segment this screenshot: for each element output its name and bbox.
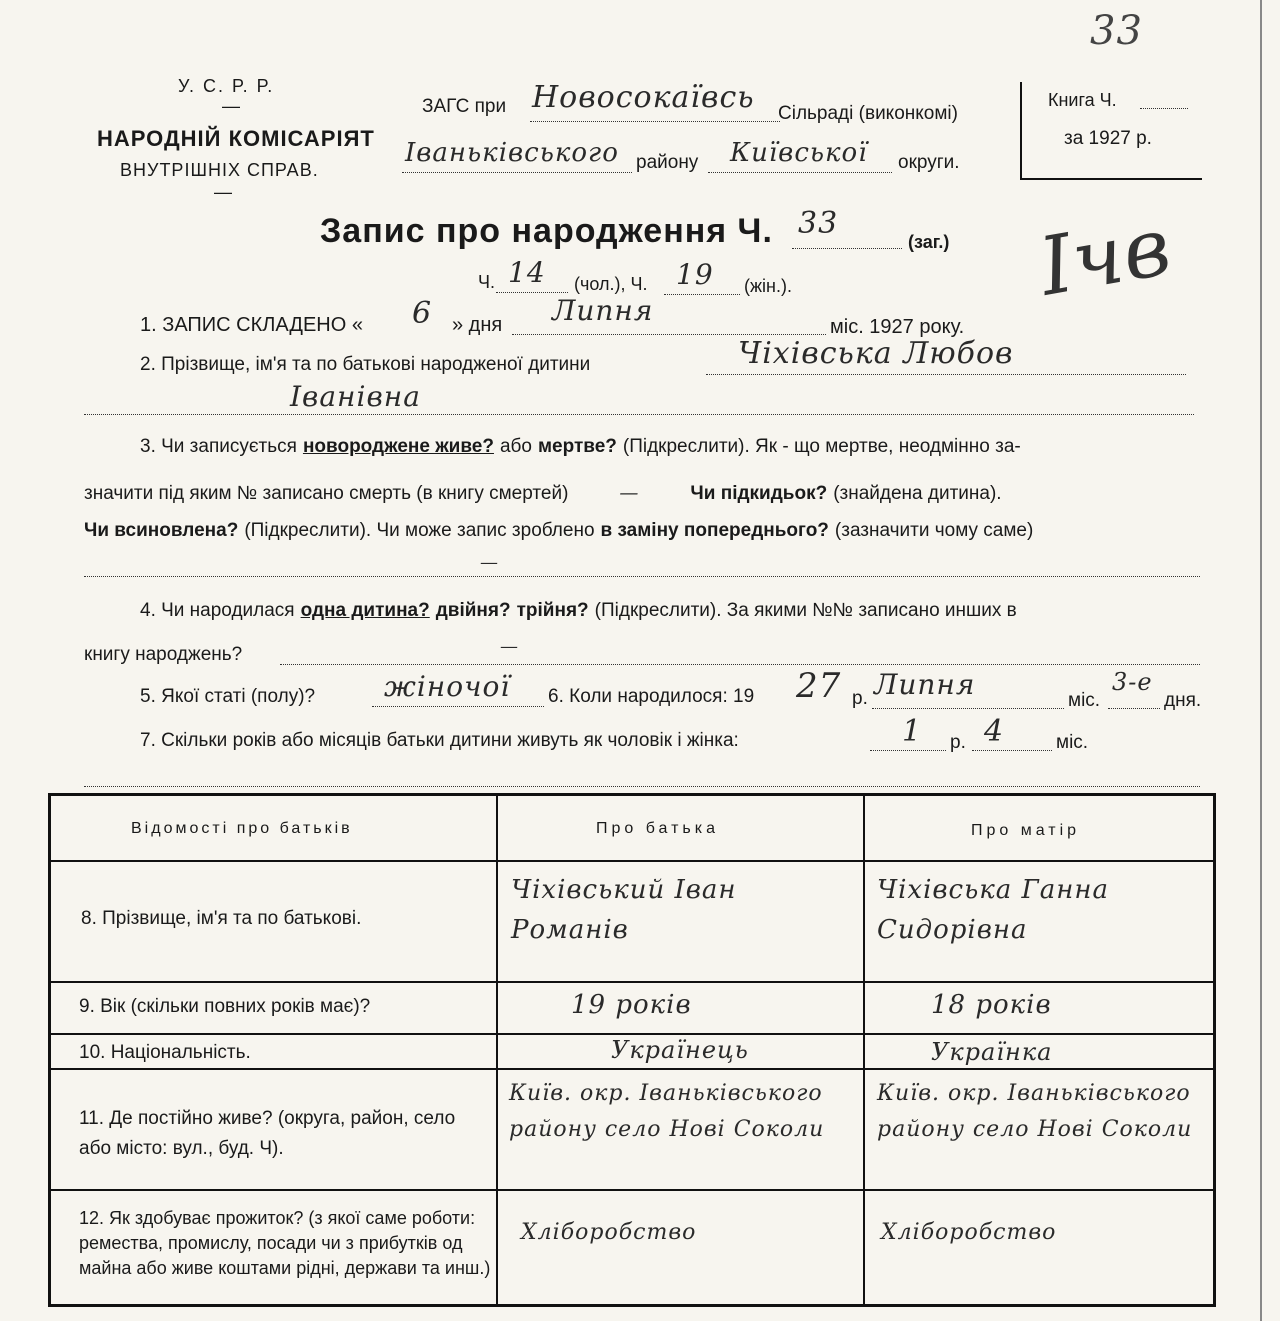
zags-prefix: ЗАГС при	[422, 96, 507, 117]
item3-replacement: в заміну попереднього?	[600, 520, 829, 541]
item2-underline-2	[84, 414, 1194, 415]
item2-value1: Чіхівська Любов	[738, 336, 1014, 371]
item4-line1	[140, 600, 1017, 622]
item4-dash: —	[500, 636, 519, 657]
male-label: (чол.), Ч.	[574, 274, 648, 294]
header-dash-2: —	[214, 182, 232, 202]
item5-value: жіночої	[384, 670, 511, 703]
record-suffix: (заг.)	[908, 232, 950, 252]
item6-day: 3-е	[1112, 668, 1153, 696]
table-row-divider-4	[51, 1189, 1213, 1191]
item4-text-e: (Підкреслити). За якими №№ записано инших в	[594, 600, 1017, 621]
male-count: 14	[508, 256, 546, 289]
header-father: Про батька	[596, 820, 719, 837]
okrug-underline	[708, 172, 892, 173]
item3-line3	[84, 520, 1033, 542]
record-number: 33	[798, 206, 839, 241]
row9-father: 19 років	[571, 990, 692, 1020]
item3-line4-dash: —	[480, 552, 499, 573]
district-underline	[402, 172, 632, 173]
item6-day-underline	[1108, 708, 1160, 709]
row10-father: Українець	[611, 1036, 749, 1064]
row12-father: Хліборобство	[521, 1220, 697, 1245]
item3-text-e: (Підкреслити). Як - що мертве, неодмінно за-	[622, 436, 1021, 457]
item3-line1	[140, 436, 1021, 458]
item4-twins: двійня?	[435, 600, 511, 621]
item3-or: або	[499, 436, 532, 457]
item1-day: 6	[412, 296, 433, 331]
item1-suffix: міс. 1927 року.	[830, 316, 965, 338]
item6-dnia: дня.	[1164, 690, 1202, 711]
okrug-label: округи.	[898, 152, 960, 173]
book-underline	[1140, 108, 1188, 109]
header-info: Відомості про батьків	[131, 820, 353, 837]
item1-mid: » дня	[452, 314, 503, 336]
zags-underline	[530, 121, 780, 122]
table-row-divider-2	[51, 1033, 1213, 1035]
row9-mother: 18 років	[931, 990, 1052, 1020]
item6-label: 6. Коли народилося: 19	[548, 686, 755, 707]
item6-r: р.	[852, 688, 868, 709]
item3-foundling: Чи підкидьок?	[690, 483, 828, 504]
table-row-divider-3	[51, 1068, 1213, 1070]
margin-note: Ічв	[1032, 199, 1179, 314]
row12-mother: Хліборобство	[881, 1220, 1057, 1245]
item3-dead: мертве?	[538, 436, 617, 457]
item5-label: 5. Якої статі (полу)?	[140, 686, 316, 707]
item7-underline	[84, 786, 1200, 787]
state-name: У. С. Р. Р.	[178, 76, 275, 96]
item6-month-underline	[872, 708, 1064, 709]
page-edge	[1260, 0, 1262, 1321]
row8-label: 8. Прізвище, ім'я та по батькові.	[81, 908, 362, 929]
item2-label: 2. Прізвище, ім'я та по батькові народженої дитини	[140, 354, 591, 375]
item4-text-a: 4. Чи народилася	[140, 600, 295, 621]
item4-triplets: трійня?	[516, 600, 589, 621]
item7-label: 7. Скільки років або місяців батьки дитини живуть як чоловік і жінка:	[140, 730, 739, 751]
item1-underline	[512, 334, 826, 335]
corner-number: 33	[1090, 8, 1143, 54]
row9-label: 9. Вік (скільки повних років має)?	[79, 996, 371, 1017]
record-number-underline	[792, 248, 902, 249]
zags-value: Новосокаївсь	[532, 80, 755, 115]
male-prefix: Ч.	[478, 272, 495, 292]
item7-years-underline	[870, 750, 946, 751]
parents-table	[48, 793, 1216, 1307]
item3-death-dash: —	[619, 482, 640, 504]
item7-years: 1	[902, 714, 923, 749]
item4-underline	[280, 664, 1200, 665]
zags-suffix: Сільраді (виконкомі)	[778, 103, 958, 124]
item4-line2: книгу народжень?	[84, 644, 243, 665]
item6-year: 27	[796, 666, 842, 706]
item4-single: одна дитина?	[300, 600, 430, 621]
female-count: 19	[676, 258, 714, 291]
district-label: району	[636, 152, 699, 173]
item3-underline	[84, 576, 1200, 577]
item3-adopted: Чи всиновлена?	[84, 520, 239, 541]
row8-father: Чіхівський Іван Романів	[511, 875, 737, 945]
table-header-divider	[51, 860, 1213, 862]
item3-line2	[84, 482, 1002, 505]
item3-foundling-note: (знайдена дитина).	[833, 483, 1002, 504]
commissariat-title: НАРОДНІЙ КОМІСАРІЯТ	[97, 126, 375, 151]
item7-r: р.	[950, 732, 966, 753]
header-dash: —	[222, 96, 240, 116]
district-value: Іваньківського	[405, 138, 619, 168]
male-underline	[496, 292, 568, 293]
item6-month: Липня	[874, 668, 976, 701]
item3-line3-text: (Підкреслити). Чи може запис зроблено	[244, 520, 595, 541]
item1-prefix: 1. ЗАПИС СКЛАДЕНО «	[140, 314, 363, 336]
book-label: Книга Ч.	[1048, 90, 1117, 110]
table-col-divider-2	[863, 796, 865, 1304]
row11-label: 11. Де постійно живе? (округа, район, село або місто: вул., буд. Ч).	[79, 1108, 456, 1159]
item2-underline	[706, 374, 1186, 375]
row10-mother: Українка	[931, 1038, 1053, 1066]
item3-alive: новороджене живе?	[302, 436, 494, 457]
table-col-divider-1	[496, 796, 498, 1304]
book-year: за 1927 р.	[1064, 128, 1152, 149]
female-label: (жін.).	[744, 276, 792, 296]
row12-label: 12. Як здобуває прожиток? (з якої саме роботи: ремества, промислу, посади чи з прибутків од майна або живе коштами рідні, держави та инш.)	[79, 1208, 491, 1278]
item3-text-a: 3. Чи записується	[140, 436, 297, 457]
item6-mis: міс.	[1068, 690, 1101, 711]
row11-father: Київ. окр. Іваньківського району село Нові Соколи	[509, 1081, 825, 1142]
table-row-divider-1	[51, 981, 1213, 983]
item5-underline	[372, 706, 544, 707]
row11-mother: Київ. окр. Іваньківського району село Нові Соколи	[877, 1081, 1193, 1142]
row10-label: 10. Національність.	[79, 1042, 251, 1063]
item7-months: 4	[984, 714, 1005, 749]
commissariat-subtitle: ВНУТРІШНІХ СПРАВ.	[120, 160, 319, 180]
okrug-value: Київської	[730, 138, 868, 168]
item3-line2-text: значити під яким № записано смерть (в книгу смертей)	[84, 483, 569, 504]
row8-mother: Чіхівська Ганна Сидорівна	[877, 875, 1110, 945]
item2-value2: Іванівна	[290, 380, 421, 413]
item3-reason: (зазначити чому саме)	[834, 520, 1034, 541]
item7-mis: міс.	[1056, 732, 1089, 753]
record-title: Запис про народження Ч.	[320, 212, 773, 250]
female-underline	[664, 294, 740, 295]
item7-months-underline	[972, 750, 1052, 751]
header-mother: Про матір	[971, 822, 1081, 839]
item1-month: Липня	[552, 294, 654, 327]
